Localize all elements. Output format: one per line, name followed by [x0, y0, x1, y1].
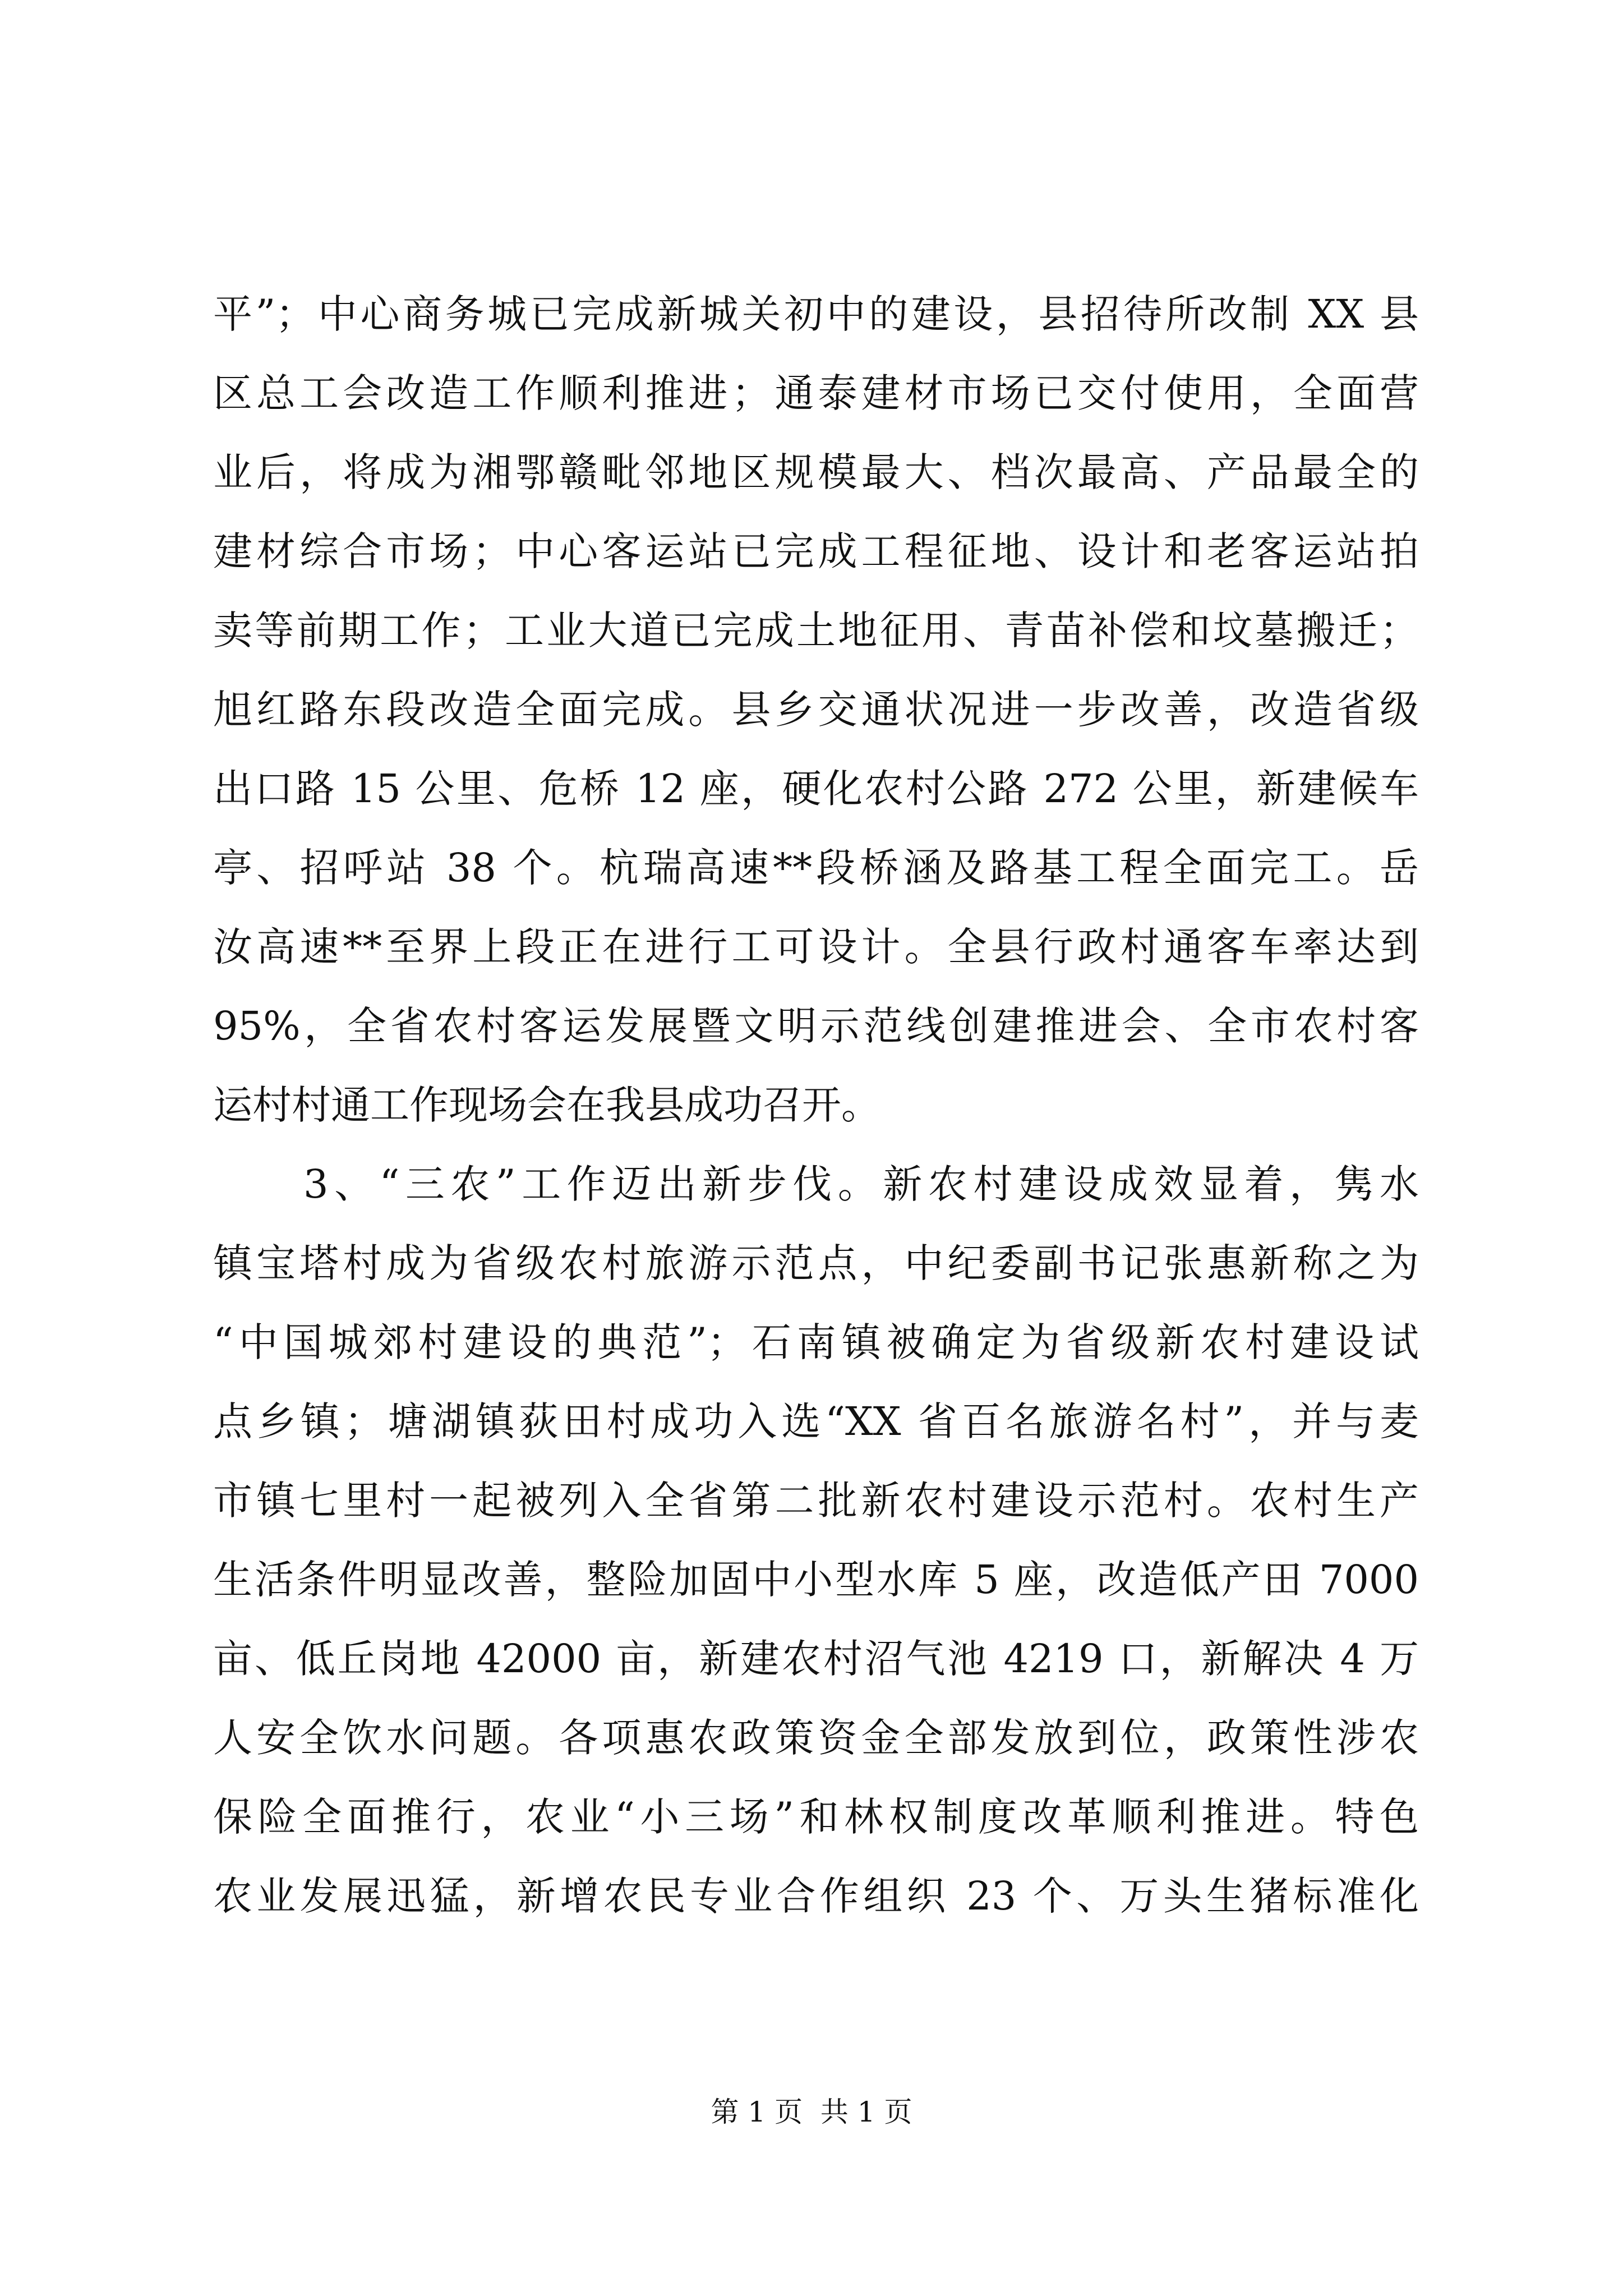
text-line: 亭、招呼站 38 个。杭瑞高速**段桥涵及路基工程全面完工。岳 — [213, 845, 1419, 891]
text-line: 区总工会改造工作顺利推进；通泰建材市场已交付使用，全面营 — [213, 370, 1419, 416]
text-line: 平”；中心商务城已完成新城关初中的建设，县招待所改制 XX 县 — [213, 291, 1419, 337]
text-line: 旭红路东段改造全面完成。县乡交通状况进一步改善，改造省级 — [213, 687, 1419, 733]
text-line: 业后，将成为湘鄂赣毗邻地区规模最大、档次最高、产品最全的 — [213, 449, 1419, 495]
text-line: 建材综合市场；中心客运站已完成工程征地、设计和老客运站拍 — [213, 528, 1419, 574]
text-line: 95%，全省农村客运发展暨文明示范线创建推进会、全市农村客 — [213, 1003, 1419, 1049]
text-line: 镇宝塔村成为省级农村旅游示范点，中纪委副书记张惠新称之为 — [213, 1240, 1419, 1286]
text-line: 农业发展迅猛，新增农民专业合作组织 23 个、万头生猪标准化 — [213, 1873, 1419, 1919]
text-line: 亩、低丘岗地 42000 亩，新建农村沼气池 4219 口，新解决 4 万 — [213, 1636, 1419, 1682]
text-line: 生活条件明显改善，整险加固中小型水库 5 座，改造低产田 7000 — [213, 1557, 1419, 1603]
text-line: 出口路 15 公里、危桥 12 座，硬化农村公路 272 公里，新建候车 — [213, 766, 1419, 812]
text-line: 人安全饮水问题。各项惠农政策资金全部发放到位，政策性涉农 — [213, 1715, 1419, 1761]
text-line: 保险全面推行，农业“小三场”和林权制度改革顺利推进。特色 — [213, 1794, 1419, 1840]
text-line-paragraph-start: 3、“三农”工作迈出新步伐。新农村建设成效显着，隽水 — [213, 1161, 1419, 1207]
text-line: “中国城郊村建设的典范”；石南镇被确定为省级新农村建设试 — [213, 1319, 1419, 1365]
text-line: 汝高速**至界上段正在进行工可设计。全县行政村通客车率达到 — [213, 924, 1419, 970]
document-body — [213, 275, 1419, 1936]
text-line: 卖等前期工作；工业大道已完成土地征用、青苗补偿和坟墓搬迁； — [213, 608, 1419, 654]
page-footer: 第 1 页 共 1 页 — [711, 2096, 912, 2128]
text-line: 点乡镇；塘湖镇荻田村成功入选“XX 省百名旅游名村”，并与麦 — [213, 1398, 1419, 1444]
text-line-paragraph-end: 运村村通工作现场会在我县成功召开。 — [213, 1082, 880, 1128]
text-line: 市镇七里村一起被列入全省第二批新农村建设示范村。农村生产 — [213, 1478, 1419, 1524]
